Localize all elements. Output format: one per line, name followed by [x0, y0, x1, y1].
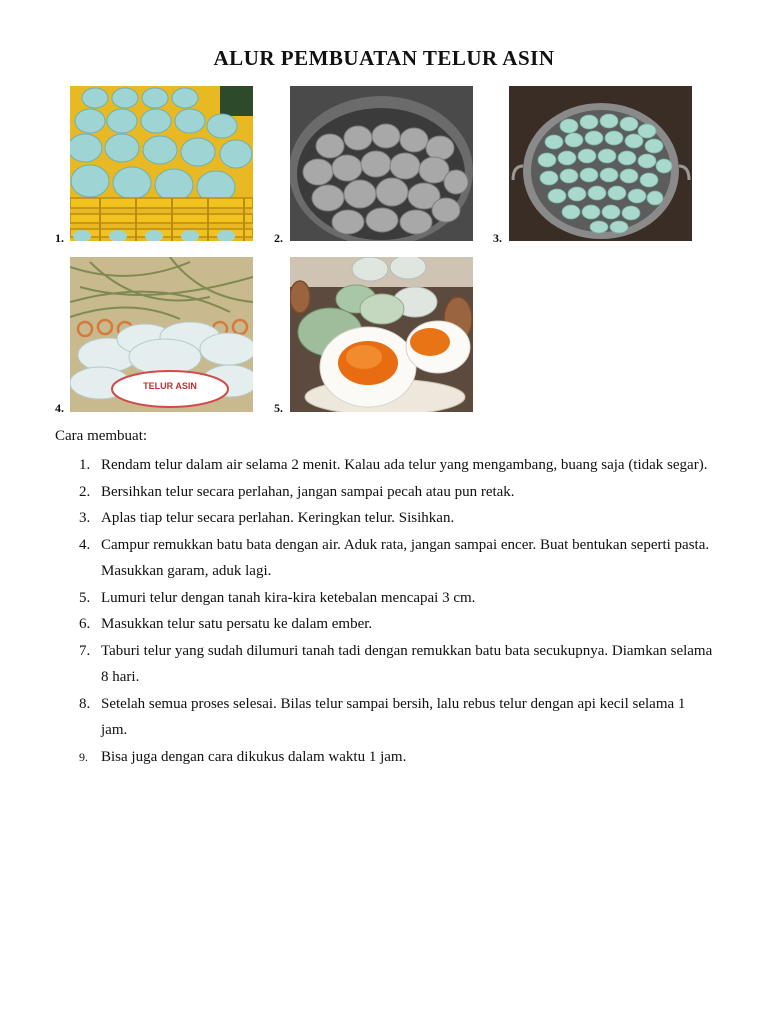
- step-item: 9. Bisa juga dengan cara dikukus dalam waktu 1 jam.: [79, 748, 407, 765]
- step-item: 2. Bersihkan telur secara perlahan, jangan sampai pecah atau pun retak.: [79, 483, 515, 500]
- photo-3-label: 3.: [493, 231, 502, 245]
- photo-eggs-in-trays: [70, 86, 253, 241]
- step-text: Masukkan telur satu persatu ke dalam ember.: [101, 616, 373, 632]
- photo-halved-salted-eggs: [290, 257, 473, 412]
- step-text: Bersihkan telur secara perlahan, jangan sampai pecah atau pun retak.: [101, 483, 515, 500]
- step-item: 4. Campur remukkan batu bata dengan air. Aduk rata, jangan sampai encer. Buat bentukan seperti pasta. Masukkan garam, aduk lagi.: [79, 536, 710, 579]
- step-text: Aplas tiap telur secara perlahan. Keringkan telur. Sisihkan.: [101, 510, 455, 526]
- photo-5-label: 5.: [274, 401, 283, 415]
- photo-4-label: 4.: [55, 401, 64, 415]
- step-text: Rendam telur dalam air selama 2 menit. Kalau ada telur yang mengambang, buang saja (tidak segar).: [101, 457, 708, 473]
- step-text: Bisa juga dengan cara dikukus dalam waktu 1 jam.: [101, 748, 407, 765]
- photo-eggs-in-pot: [509, 86, 692, 241]
- method-intro: Cara membuat:: [55, 428, 148, 444]
- photo-clay-coated-eggs: [290, 86, 473, 241]
- photo-salted-eggs-package: [70, 257, 253, 412]
- step-item: 6. Masukkan telur satu persatu ke dalam ember.: [79, 616, 373, 632]
- step-item: 7. Taburi telur yang sudah dilumuri tanah tadi dengan remukkan batu bata secukupnya. Diamkan selama 8 hari.: [79, 642, 713, 685]
- step-text: Lumuri telur dengan tanah kira-kira ketebalan mencapai 3 cm.: [101, 589, 476, 606]
- step-item: 3. Aplas tiap telur secara perlahan. Keringkan telur. Sisihkan.: [79, 510, 455, 526]
- step-text: Setelah semua proses selesai. Bilas telur sampai bersih, lalu rebus telur dengan api kecil selama 1 jam.: [101, 695, 686, 738]
- package-label-text: TELUR ASIN: [143, 381, 197, 391]
- photo-2-label: 2.: [274, 231, 283, 245]
- step-item: 1. Rendam telur dalam air selama 2 menit. Kalau ada telur yang mengambang, buang saja (tidak segar).: [79, 457, 708, 473]
- page-title: ALUR PEMBUATAN TELUR ASIN: [213, 46, 555, 70]
- photo-1-label: 1.: [55, 231, 64, 245]
- step-item: 5. Lumuri telur dengan tanah kira-kira ketebalan mencapai 3 cm.: [79, 589, 476, 606]
- steps-list: [55, 452, 715, 770]
- step-item: 8. Setelah semua proses selesai. Bilas telur sampai bersih, lalu rebus telur dengan api kecil selama 1 jam.: [79, 695, 686, 738]
- step-text: Campur remukkan batu bata dengan air. Aduk rata, jangan sampai encer. Buat bentukan seperti pasta. Masukkan garam, aduk lagi.: [101, 536, 710, 579]
- step-text: Taburi telur yang sudah dilumuri tanah tadi dengan remukkan batu bata secukupnya. Diamkan selama 8 hari.: [101, 642, 713, 685]
